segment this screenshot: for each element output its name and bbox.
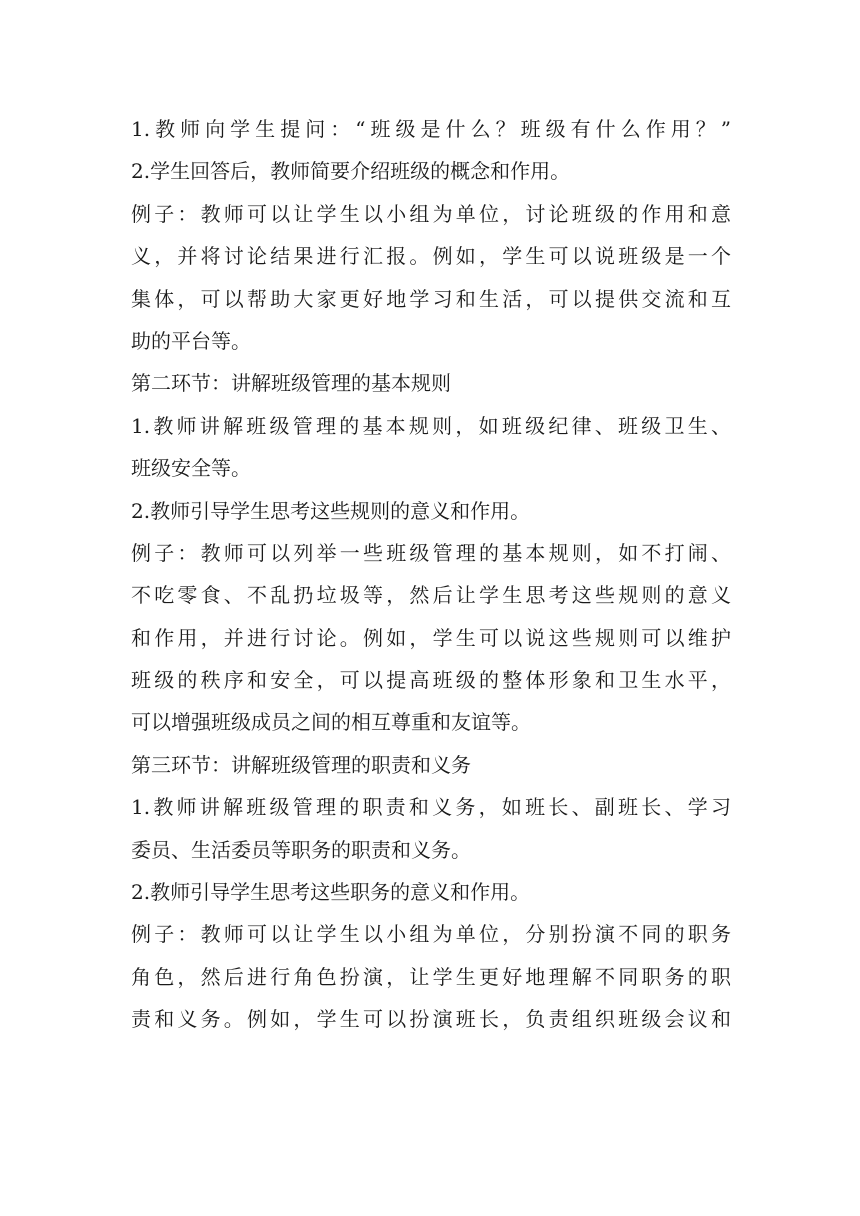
text-line: 例子：教师可以让学生以小组为单位，分别扮演不同的职务 bbox=[131, 922, 731, 947]
text-line: 义，并将讨论结果进行汇报。例如，学生可以说班级是一个 bbox=[131, 244, 731, 269]
text-line: 班级的秩序和安全，可以提高班级的整体形象和卫生水平， bbox=[131, 668, 731, 693]
section-heading: 第二环节：讲解班级管理的基本规则 bbox=[131, 371, 451, 396]
text-line: 1.教师向学生提问：“班级是什么？班级有什么作用？” bbox=[131, 117, 731, 141]
text-line: 例子：教师可以列举一些班级管理的基本规则，如不打闹、 bbox=[131, 540, 731, 565]
text-line: 2.学生回答后，教师简要介绍班级的概念和作用。 bbox=[131, 159, 571, 184]
text-line: 2.教师引导学生思考这些职务的意义和作用。 bbox=[131, 880, 531, 905]
text-line: 例子：教师可以让学生以小组为单位，讨论班级的作用和意 bbox=[131, 201, 731, 226]
text-line: 不吃零食、不乱扔垃圾等，然后让学生思考这些规则的意义 bbox=[131, 583, 731, 608]
text-line: 可以增强班级成员之间的相互尊重和友谊等。 bbox=[131, 710, 531, 735]
text-line: 委员、生活委员等职务的职责和义务。 bbox=[131, 837, 471, 862]
text-line: 集体，可以帮助大家更好地学习和生活，可以提供交流和互 bbox=[131, 286, 731, 311]
text-line: 1.教师讲解班级管理的基本规则，如班级纪律、班级卫生、 bbox=[131, 413, 731, 438]
text-line: 角色，然后进行角色扮演，让学生更好地理解不同职务的职 bbox=[131, 964, 731, 989]
section-heading: 第三环节：讲解班级管理的职责和义务 bbox=[131, 752, 471, 777]
text-line: 助的平台等。 bbox=[131, 328, 251, 353]
text-line: 和作用，并进行讨论。例如，学生可以说这些规则可以维护 bbox=[131, 625, 731, 650]
text-line: 班级安全等。 bbox=[131, 456, 251, 481]
document-body bbox=[131, 108, 731, 1041]
text-line: 2.教师引导学生思考这些规则的意义和作用。 bbox=[131, 498, 531, 523]
text-line: 1.教师讲解班级管理的职责和义务，如班长、副班长、学习 bbox=[131, 795, 731, 820]
text-line: 责和义务。例如，学生可以扮演班长，负责组织班级会议和 bbox=[131, 1007, 731, 1032]
